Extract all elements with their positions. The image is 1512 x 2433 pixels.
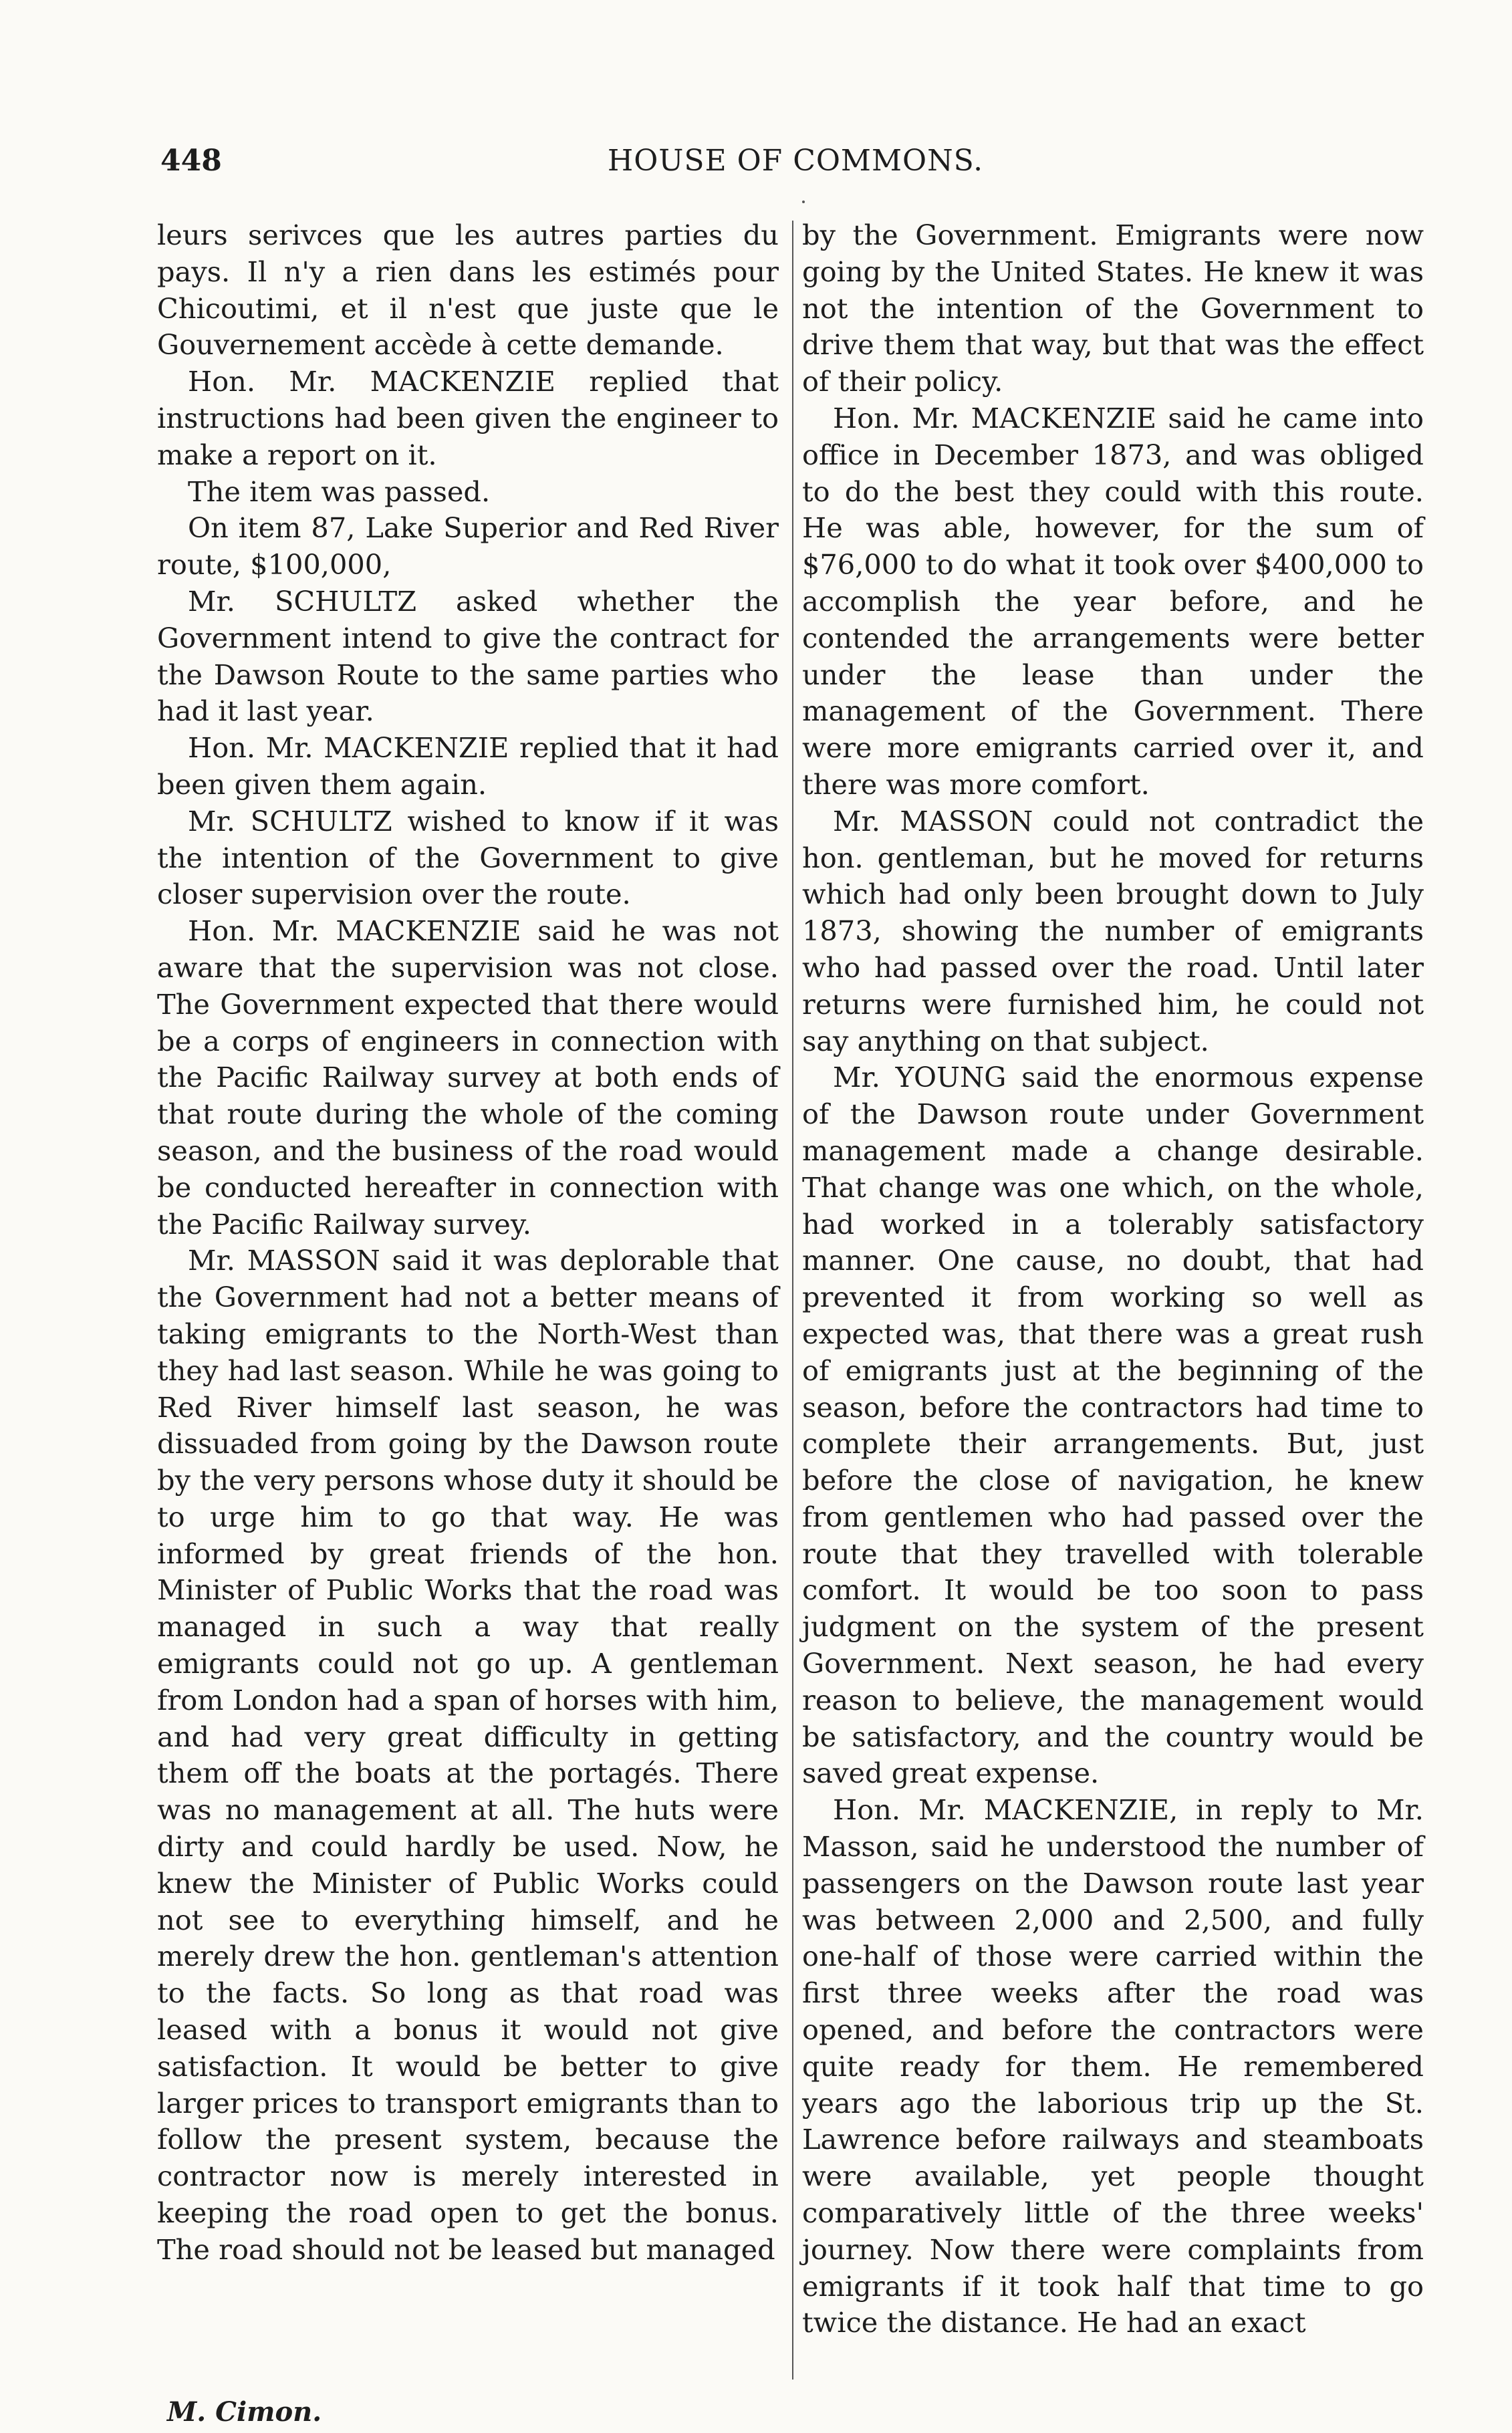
paragraph: Hon. Mr. MACKENZIE, in reply to Mr. Masson, said he understood the number of passengers on the Dawson route last year was between 2,000 and 2,500, and fully one-half of those were carried within the first three weeks after the road was opened, and before the contractors were quite ready for them. He remembered years ago the laborious trip up the St. Lawrence before railways and steamboats were available, yet people thought comparatively little of the three weeks' journey. Now there were complaints from emigrants if it took half that time to go twice the distance. He had an exact — [802, 1793, 1424, 2339]
paragraph: Hon. Mr. MACKENZIE replied that instructions had been given the engineer to make a report on it. — [157, 365, 779, 471]
paragraph: Hon. Mr. MACKENZIE said he was not aware that the supervision was not close. The Government expected that there would be a corps of engineers in connection with the Pacific Railway survey at both ends of that route during the whole of the coming season, and the business of the road would be conducted hereafter in connection with the Pacific Railway survey. — [157, 914, 779, 1241]
right-column — [802, 217, 1424, 2341]
page-header — [147, 144, 1444, 190]
paragraph: On item 87, Lake Superior and Red River route, $100,000, — [157, 511, 779, 582]
paragraph: Mr. SCHULTZ asked whether the Government intend to give the contract for the Dawson Route to the same parties who had it last year. — [157, 584, 779, 728]
paragraph: Mr. MASSON could not contradict the hon. gentleman, but he moved for returns which had only been brought down to July 1873, showing the number of emigrants who had passed over the road. Until later returns were furnished him, he could not say anything on that subject. — [802, 804, 1424, 1057]
paragraph: leurs serivces que les autres parties du pays. Il n'y a rien dans les estimés pour Chicoutimi, et il n'est que juste que le Gouvernement accède à cette demande. — [157, 219, 779, 362]
page-number: 448 — [160, 144, 222, 178]
paragraph: Hon. Mr. MACKENZIE said he came into office in December 1873, and was obliged to do the best they could with this route. He was able, however, for the sum of $76,000 to do what it took over $400,000 to accomplish the year before, and he contended the arrangements were better under the lease than under the management of the Government. There were more emigrants carried over it, and there was more comfort. — [802, 401, 1424, 801]
running-title: HOUSE OF COMMONS. — [607, 144, 984, 178]
paragraph: Mr. MASSON said it was deplorable that the Government had not a better means of taking emigrants to the North-West than they had last season. While he was going to Red River himself last season, he was dissuaded from going by the Dawson route by the very persons whose duty it should be to urge him to go that way. He was informed by great friends of the hon. Minister of Public Works that the road was managed in such a way that really emigrants could not go up. A gentleman from London had a span of horses with him, and had very great difficulty in getting them off the boats at the portagés. There was no management at all. The huts were dirty and could hardly be used. Now, he knew the Minister of Public Works could not see to everything himself, and he merely drew the hon. gentleman's attention to the facts. So long as that road was leased with a bonus it would not give satisfaction. It would be better to give larger prices to transport emigrants than to follow the present system, because the contractor now is merely interested in keeping the road open to get the bonus. The road should not be leased but managed — [157, 1244, 779, 2266]
footer-signature: M. Cimon. — [167, 2396, 322, 2428]
left-column — [157, 217, 779, 2269]
column-divider — [792, 221, 793, 2380]
header-dot — [802, 201, 805, 203]
paragraph: by the Government. Emigrants were now going by the United States. He knew it was not the intention of the Government to drive them that way, but that was the effect of their policy. — [802, 219, 1424, 398]
paragraph: Mr. SCHULTZ wished to know if it was the intention of the Government to give closer supervision over the route. — [157, 804, 779, 911]
paragraph: Mr. YOUNG said the enormous expense of the Dawson route under Government management made a change desirable. That change was one which, on the whole, had worked in a tolerably satisfactory manner. One cause, no doubt, that had prevented it from working so well as expected was, that there was a great rush of emigrants just at the beginning of the season, before the contractors had time to complete their arrangements. But, just before the close of navigation, he knew from gentlemen who had passed over the route that they travelled with tolerable comfort. It would be too soon to pass judgment on the system of the present Government. Next season, he had every reason to believe, the management would be satisfactory, and the country would be saved great expense. — [802, 1061, 1424, 1790]
paragraph: The item was passed. — [188, 475, 491, 508]
paragraph: Hon. Mr. MACKENZIE replied that it had been given them again. — [157, 731, 779, 801]
